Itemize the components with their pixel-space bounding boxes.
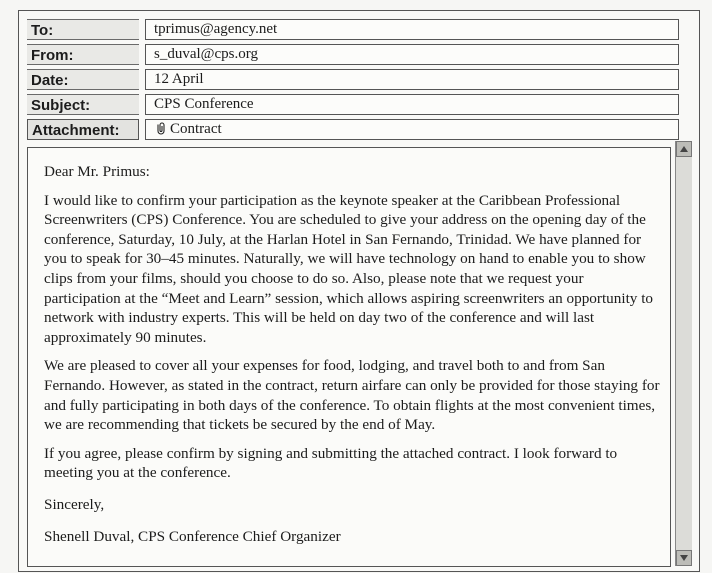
subject-label: Subject: [27,94,139,115]
signature: Shenell Duval, CPS Conference Chief Organizer [44,527,341,545]
from-label: From: [27,44,139,65]
from-field[interactable]: s_duval@cps.org [145,44,679,65]
to-field[interactable]: tprimus@agency.net [145,19,679,40]
body-paragraph-2: We are pleased to cover all your expenses for food, lodging, and travel both to and from San Fernando. However, as stated in the contract, return airfare can only be provided for those staying for and fully participating in both days of the conference. To obtain flights at the most convenient times, we are recommending that tickets be secured by the end of May. [44,357,660,434]
body-paragraph-3: If you agree, please confirm by signing and submitting the attached contract. I look forward to meeting you at the conference. [44,444,618,482]
attachment-label: Attachment: [27,119,139,140]
date-field[interactable]: 12 April [145,69,679,90]
to-label: To: [27,19,139,40]
scroll-up-button[interactable] [676,141,692,157]
message-body[interactable] [27,147,671,567]
body-paragraph-1: I would like to confirm your participation as the keynote speaker at the Caribbean Professional Screenwriters (CPS) Conference. You are scheduled to give your address on the opening day of the conference, Saturday, 10 July, at the Harlan Hotel in San Fernando, Trinidad. We have planned for you to speak for 30–45 minutes. Naturally, we will have technology on hand to enable you to show clips from your films, should you choose to do so. Also, please note that we request your participation at the “Meet and Learn” session, which allows aspiring screenwriters an opportunity to network with industry experts. This will be held on day two of the conference and will last approximately 90 minutes. [44,191,654,346]
salutation: Dear Mr. Primus: [44,163,150,180]
scroll-down-button[interactable] [676,550,692,566]
triangle-up-icon [680,146,688,152]
paperclip-icon [154,121,168,135]
attachment-field[interactable] [145,119,679,140]
subject-field[interactable]: CPS Conference [145,94,679,115]
vertical-scrollbar[interactable] [675,141,692,566]
triangle-down-icon [680,555,688,561]
date-label: Date: [27,69,139,90]
attachment-filename[interactable]: Contract [170,121,222,137]
email-window [18,10,700,572]
closing: Sincerely, [44,495,105,513]
